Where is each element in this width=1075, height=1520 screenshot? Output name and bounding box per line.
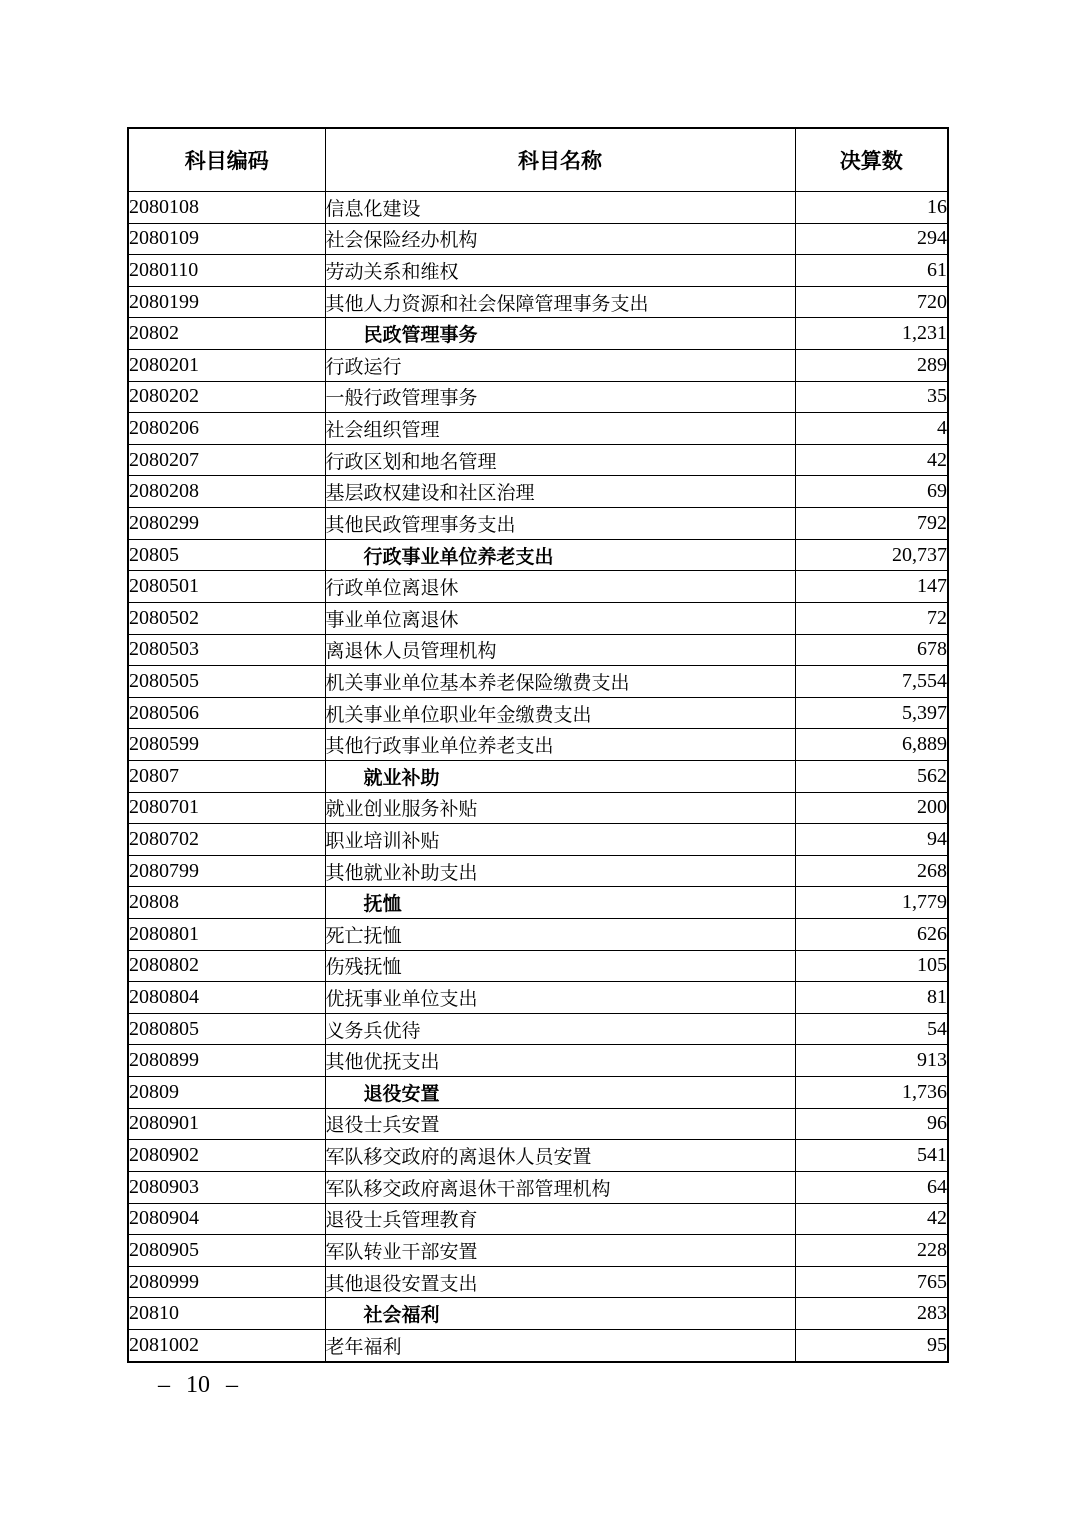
table-row: [128, 476, 948, 508]
final-amount-cell: 562: [795, 760, 948, 792]
table-row: [128, 350, 948, 382]
subject-name-cell: 其他优抚支出: [325, 1045, 795, 1077]
table-row: [128, 602, 948, 634]
subject-name-cell: 机关事业单位职业年金缴费支出: [325, 697, 795, 729]
final-amount-cell: 20,737: [795, 539, 948, 571]
table-row: [128, 792, 948, 824]
final-amount-cell: 72: [795, 602, 948, 634]
final-amount-cell: 626: [795, 919, 948, 951]
subject-code-cell: 2080202: [128, 381, 325, 413]
final-amount-cell: 42: [795, 444, 948, 476]
final-amount-cell: 5,397: [795, 697, 948, 729]
subject-code-cell: 2080701: [128, 792, 325, 824]
subject-name-cell: 劳动关系和维权: [325, 255, 795, 287]
final-amount-cell: 1,231: [795, 318, 948, 350]
subject-name-cell: 离退休人员管理机构: [325, 634, 795, 666]
final-amount-cell: 1,779: [795, 887, 948, 919]
subject-code-cell: 2080599: [128, 729, 325, 761]
table-row: [128, 1108, 948, 1140]
subject-code-cell: 20809: [128, 1077, 325, 1109]
subject-code-cell: 2080207: [128, 444, 325, 476]
table-row: [128, 444, 948, 476]
subject-code-cell: 2080901: [128, 1108, 325, 1140]
subject-code-cell: 2080109: [128, 223, 325, 255]
subject-code-cell: 20802: [128, 318, 325, 350]
final-amount-cell: 96: [795, 1108, 948, 1140]
table-row: [128, 1045, 948, 1077]
table-row: [128, 1077, 948, 1109]
subject-code-cell: 2080702: [128, 824, 325, 856]
subject-code-cell: 2080905: [128, 1235, 325, 1267]
table-row: [128, 824, 948, 856]
table-row: [128, 1140, 948, 1172]
subject-name-cell: 社会福利: [325, 1298, 795, 1330]
subject-code-cell: 2080903: [128, 1171, 325, 1203]
subject-name-cell: 机关事业单位基本养老保险缴费支出: [325, 666, 795, 698]
table-row: [128, 192, 948, 224]
final-amount-cell: 54: [795, 1013, 948, 1045]
subject-name-cell: 民政管理事务: [325, 318, 795, 350]
final-amount-cell: 283: [795, 1298, 948, 1330]
subject-code-cell: 2080801: [128, 919, 325, 951]
subject-code-cell: 2080501: [128, 571, 325, 603]
final-amount-cell: 4: [795, 413, 948, 445]
final-amount-cell: 42: [795, 1203, 948, 1235]
subject-code-cell: 2080502: [128, 602, 325, 634]
table-row: [128, 634, 948, 666]
final-amount-cell: 268: [795, 855, 948, 887]
final-amount-cell: 792: [795, 508, 948, 540]
subject-name-cell: 退役安置: [325, 1077, 795, 1109]
final-amount-cell: 147: [795, 571, 948, 603]
table-row: [128, 1203, 948, 1235]
final-amount-cell: 7,554: [795, 666, 948, 698]
subject-name-cell: 抚恤: [325, 887, 795, 919]
subject-name-cell: 退役士兵安置: [325, 1108, 795, 1140]
table-row: [128, 286, 948, 318]
subject-name-cell: 退役士兵管理教育: [325, 1203, 795, 1235]
subject-code-cell: 2080999: [128, 1266, 325, 1298]
subject-name-cell: 军队移交政府离退休干部管理机构: [325, 1171, 795, 1203]
table-header-row: [128, 128, 948, 192]
table-row: [128, 950, 948, 982]
final-amount-cell: 228: [795, 1235, 948, 1267]
final-amount-cell: 289: [795, 350, 948, 382]
final-amount-cell: 720: [795, 286, 948, 318]
subject-code-cell: 2080506: [128, 697, 325, 729]
final-amount-cell: 61: [795, 255, 948, 287]
subject-code-cell: 20807: [128, 760, 325, 792]
subject-name-cell: 就业补助: [325, 760, 795, 792]
subject-code-cell: 2080199: [128, 286, 325, 318]
table-row: [128, 697, 948, 729]
final-amount-cell: 6,889: [795, 729, 948, 761]
subject-name-cell: 基层政权建设和社区治理: [325, 476, 795, 508]
subject-code-cell: 2080206: [128, 413, 325, 445]
subject-name-cell: 军队转业干部安置: [325, 1235, 795, 1267]
table-row: [128, 1013, 948, 1045]
subject-name-cell: 其他就业补助支出: [325, 855, 795, 887]
subject-code-cell: 2080208: [128, 476, 325, 508]
final-amount-cell: 105: [795, 950, 948, 982]
table-row: [128, 760, 948, 792]
subject-name-cell: 其他人力资源和社会保障管理事务支出: [325, 286, 795, 318]
table-row: [128, 919, 948, 951]
subject-name-cell: 老年福利: [325, 1329, 795, 1362]
subject-name-cell: 优抚事业单位支出: [325, 982, 795, 1014]
subject-name-cell: 职业培训补贴: [325, 824, 795, 856]
subject-name-cell: 军队移交政府的离退休人员安置: [325, 1140, 795, 1172]
header-subject-name: 科目名称: [325, 128, 795, 192]
subject-name-cell: 义务兵优待: [325, 1013, 795, 1045]
subject-code-cell: 2080505: [128, 666, 325, 698]
subject-code-cell: 20808: [128, 887, 325, 919]
subject-code-cell: 2080108: [128, 192, 325, 224]
subject-code-cell: 2080110: [128, 255, 325, 287]
subject-name-cell: 其他行政事业单位养老支出: [325, 729, 795, 761]
subject-code-cell: 2080899: [128, 1045, 325, 1077]
table-row: [128, 508, 948, 540]
header-subject-code: 科目编码: [128, 128, 325, 192]
subject-code-cell: 2080503: [128, 634, 325, 666]
subject-name-cell: 信息化建设: [325, 192, 795, 224]
table-row: [128, 413, 948, 445]
subject-name-cell: 事业单位离退休: [325, 602, 795, 634]
table-row: [128, 1171, 948, 1203]
final-amount-cell: 200: [795, 792, 948, 824]
final-amount-cell: 765: [795, 1266, 948, 1298]
subject-code-cell: 2081002: [128, 1329, 325, 1362]
subject-name-cell: 行政事业单位养老支出: [325, 539, 795, 571]
table-row: [128, 255, 948, 287]
subject-code-cell: 2080299: [128, 508, 325, 540]
subject-code-cell: 20805: [128, 539, 325, 571]
subject-code-cell: 20810: [128, 1298, 325, 1330]
final-amount-cell: 95: [795, 1329, 948, 1362]
final-amount-cell: 64: [795, 1171, 948, 1203]
final-amount-cell: 94: [795, 824, 948, 856]
final-amount-cell: 35: [795, 381, 948, 413]
table-row: [128, 729, 948, 761]
subject-name-cell: 社会组织管理: [325, 413, 795, 445]
page-number: – 10 –: [158, 1372, 238, 1398]
final-amount-cell: 294: [795, 223, 948, 255]
final-amount-cell: 69: [795, 476, 948, 508]
table-row: [128, 1329, 948, 1362]
table-row: [128, 855, 948, 887]
table-row: [128, 1298, 948, 1330]
table-row: [128, 571, 948, 603]
subject-name-cell: 死亡抚恤: [325, 919, 795, 951]
subject-code-cell: 2080802: [128, 950, 325, 982]
subject-name-cell: 伤残抚恤: [325, 950, 795, 982]
table-row: [128, 318, 948, 350]
final-amount-cell: 1,736: [795, 1077, 948, 1109]
table-row: [128, 1235, 948, 1267]
subject-name-cell: 其他退役安置支出: [325, 1266, 795, 1298]
final-amount-cell: 541: [795, 1140, 948, 1172]
subject-name-cell: 行政区划和地名管理: [325, 444, 795, 476]
subject-name-cell: 其他民政管理事务支出: [325, 508, 795, 540]
final-amount-cell: 16: [795, 192, 948, 224]
table-row: [128, 539, 948, 571]
subject-name-cell: 行政单位离退休: [325, 571, 795, 603]
final-amount-cell: 678: [795, 634, 948, 666]
subject-code-cell: 2080904: [128, 1203, 325, 1235]
subject-code-cell: 2080805: [128, 1013, 325, 1045]
budget-table: [127, 127, 949, 1363]
subject-code-cell: 2080804: [128, 982, 325, 1014]
final-amount-cell: 913: [795, 1045, 948, 1077]
table-row: [128, 381, 948, 413]
table-row: [128, 666, 948, 698]
header-final-amount: 决算数: [795, 128, 948, 192]
subject-code-cell: 2080799: [128, 855, 325, 887]
subject-name-cell: 社会保险经办机构: [325, 223, 795, 255]
table-row: [128, 982, 948, 1014]
subject-code-cell: 2080201: [128, 350, 325, 382]
subject-name-cell: 一般行政管理事务: [325, 381, 795, 413]
table-row: [128, 1266, 948, 1298]
final-amount-cell: 81: [795, 982, 948, 1014]
subject-code-cell: 2080902: [128, 1140, 325, 1172]
table-row: [128, 223, 948, 255]
subject-name-cell: 行政运行: [325, 350, 795, 382]
subject-name-cell: 就业创业服务补贴: [325, 792, 795, 824]
table-row: [128, 887, 948, 919]
